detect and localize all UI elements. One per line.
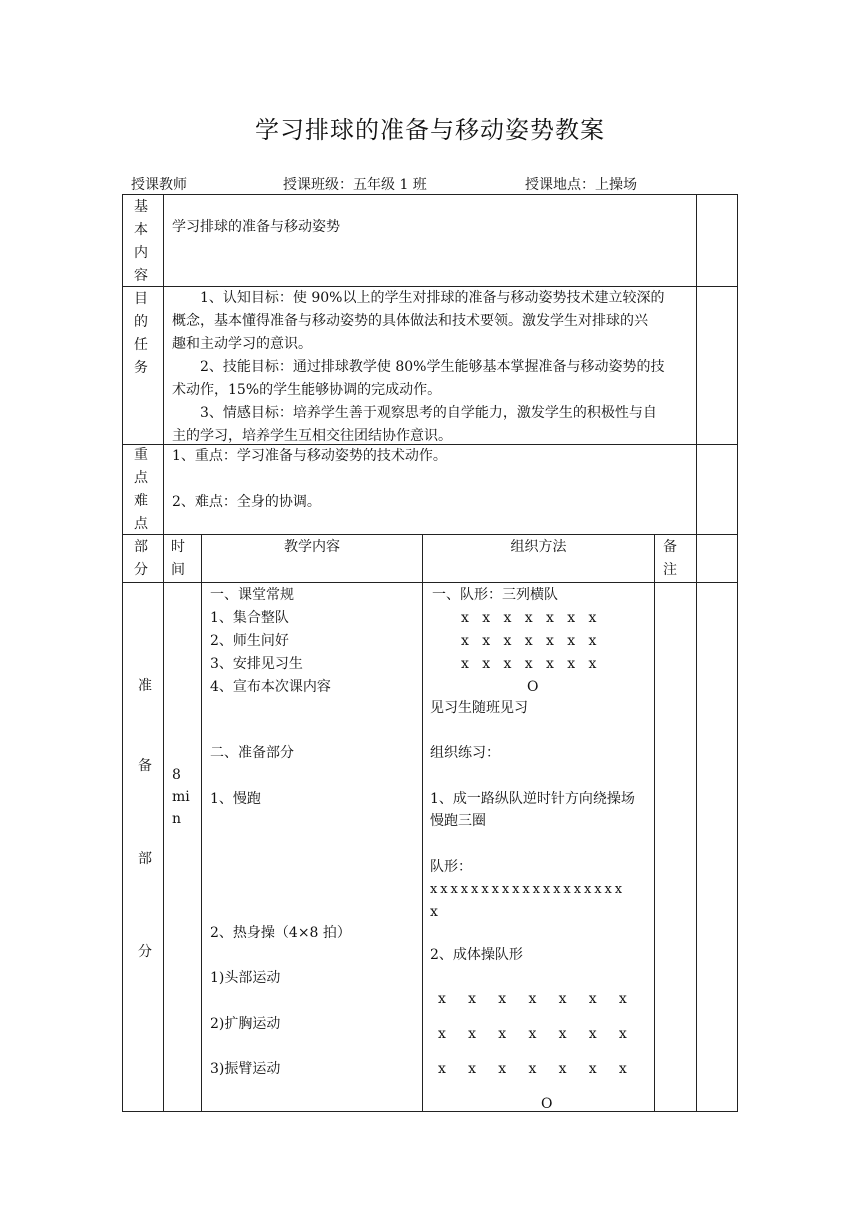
gym-row: x x x x x x x (438, 991, 627, 1007)
key-point: 1、重点：学习准备与移动姿势的技术动作。 (172, 448, 447, 464)
goals-text: 1、认知目标：使 90%以上的学生对排球的准备与移动姿势技术建立较深的 概念，基本懂得准备与移动姿势的具体做法和技术要领。激发学生对排球的兴 趣和主动学习的意识。 2、技能目标：通过排球教学使 80%学生能够基本掌握准备与移动姿势的技 术动作，15%的学生能够协调的完成动作。 3、情感目标：培养学生善于观察思考的自学能力，激发学生的积极性与自 主的学习，培养学生互相交往团结协作意识。 (172, 290, 665, 444)
difficulty-point: 2、难点：全身的协调。 (172, 494, 321, 510)
col-note: 备 注 (663, 539, 677, 578)
teacher-mark: O (527, 679, 539, 695)
formation-title: 一、队形：三列横队 (432, 587, 558, 603)
gym-teacher-mark: O (541, 1096, 553, 1112)
practice-title: 组织练习： (430, 745, 500, 761)
jog-item: 1、慢跑 (210, 791, 261, 807)
queue-label: 队形： (430, 859, 472, 875)
gym-row: x x x x x x x (438, 1061, 627, 1077)
observer-note: 见习生随班见习 (430, 700, 528, 716)
section-time: 8 mi n (172, 767, 190, 827)
page-title: 学习排球的准备与移动姿势教案 (255, 116, 605, 144)
place-label: 授课地点：上操场 (525, 177, 637, 193)
section-part-label: 准 备 部 分 (138, 678, 152, 960)
chest-exercise: 2)扩胸运动 (210, 1016, 281, 1032)
formation-row: x x x x x x x (461, 656, 597, 672)
section-content: 一、课堂常规 1、集合整队 2、师生问好 3、安排见习生 4、宣布本次课内容 (210, 587, 331, 695)
teacher-label: 授课教师 (131, 177, 187, 193)
goals-label: 目 的 任 务 (134, 291, 148, 376)
col-time: 时 间 (171, 539, 185, 578)
arm-exercise: 3)振臂运动 (210, 1061, 281, 1077)
warmup-item: 2、热身操（4×8 拍） (210, 925, 351, 941)
basic-label: 基 本 内 容 (134, 199, 148, 284)
queue-tail: x (430, 904, 438, 920)
class-label: 授课班级：五年级 1 班 (283, 177, 427, 193)
head-exercise: 1)头部运动 (210, 970, 281, 986)
formation-row: x x x x x x x (461, 610, 597, 626)
col-content: 教学内容 (284, 539, 340, 555)
run-line-2: 慢跑三圈 (430, 813, 486, 829)
run-line-1: 1、成一路纵队逆时针方向绕操场 (430, 791, 635, 807)
formation-row: x x x x x x x (461, 633, 597, 649)
col-part: 部 分 (134, 539, 148, 578)
gym-formation: 2、成体操队形 (430, 947, 523, 963)
keypoints-label: 重 点 难 点 (134, 447, 148, 532)
prep-heading: 二、准备部分 (210, 745, 294, 761)
gym-row: x x x x x x x (438, 1026, 627, 1042)
basic-content: 学习排球的准备与移动姿势 (172, 219, 340, 235)
col-method: 组织方法 (510, 539, 567, 555)
queue-line: x x x x x x x x x x x x x x x x x x x (430, 882, 622, 897)
